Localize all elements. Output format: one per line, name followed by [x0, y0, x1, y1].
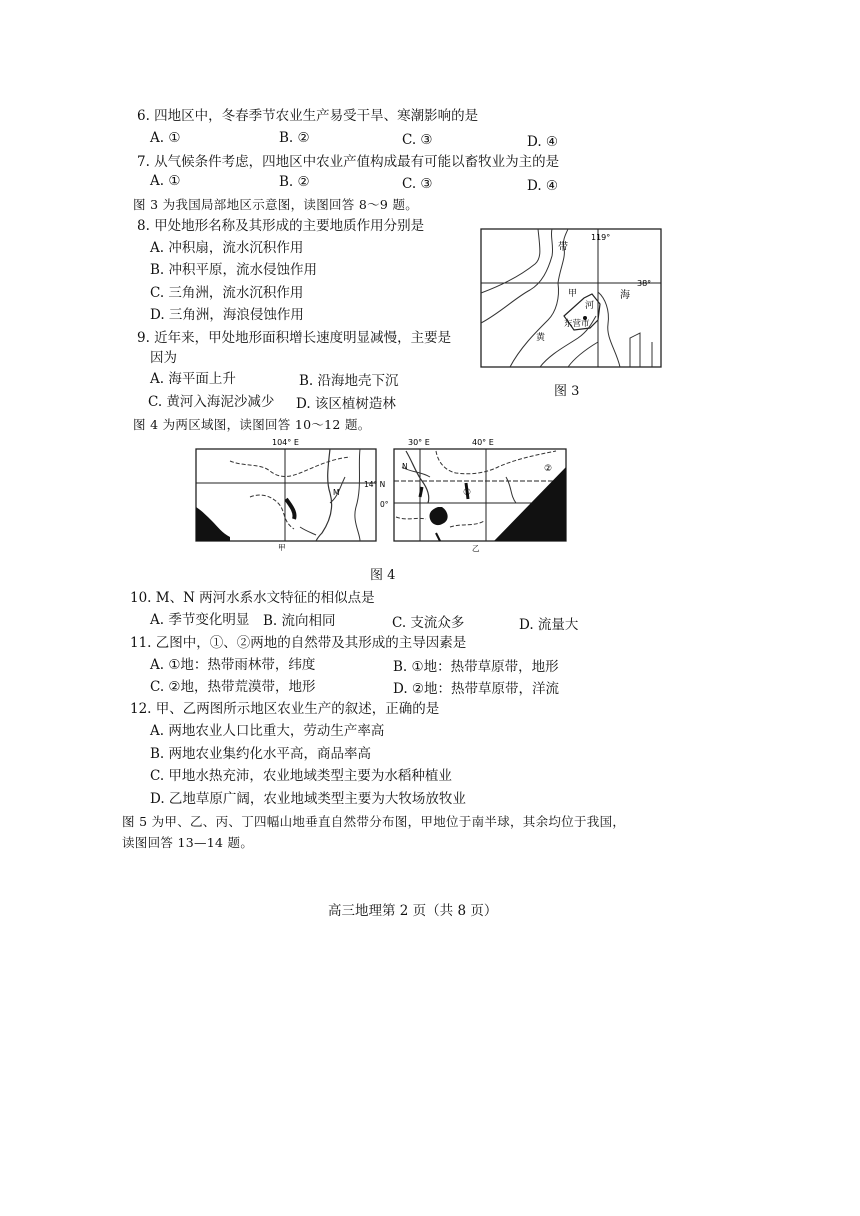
fig4-right-name: 乙 [472, 544, 480, 553]
intro-fig5-line2: 读图回答 13—14 题。 [122, 835, 254, 850]
fig4-right-eq: 0° [380, 500, 389, 509]
q10-option-b: B. 流向相同 [263, 613, 336, 629]
q8-option-c: C. 三角洲，流水沉积作用 [150, 285, 304, 301]
fig3-label-lon: 119° [591, 233, 611, 242]
q11-option-c: C. ②地，热带荒漠带，地形 [150, 679, 316, 695]
fig3-label-city: 东营市 [564, 319, 590, 329]
q12-option-b: B. 两地农业集约化水平高，商品率高 [150, 746, 372, 762]
fig3-label-hai: 海 [620, 290, 630, 301]
q9-option-c: C. 黄河入海泥沙减少 [148, 394, 275, 410]
q7-option-a: A. ① [150, 173, 181, 189]
q8-option-d: D. 三角洲，海浪侵蚀作用 [150, 307, 304, 323]
q8-stem: 8. 甲处地形名称及其形成的主要地质作用分别是 [137, 218, 425, 234]
fig4-left-lon: 104° E [272, 438, 299, 447]
intro-fig4: 图 4 为两区域图，读图回答 10～12 题。 [133, 417, 371, 432]
figure-4-right-map [364, 437, 571, 553]
q9-stem-line1: 9. 近年来，甲处地形面积增长速度明显减慢，主要是 [137, 330, 452, 346]
q6-option-c: C. ③ [402, 132, 433, 148]
figure-3-map [480, 228, 662, 368]
figure-3-caption: 图 3 [554, 384, 580, 399]
q6-option-a: A. ① [150, 130, 181, 146]
q6-option-d: D. ④ [527, 134, 559, 150]
q6-stem: 6. 四地区中，冬春季节农业生产易受干旱、寒潮影响的是 [137, 108, 479, 124]
fig4-right-lon1: 30° E [408, 438, 430, 447]
q8-option-b: B. 冲积平原，流水侵蚀作用 [150, 262, 318, 278]
q11-option-d: D. ②地：热带草原带，洋流 [393, 681, 560, 697]
q7-stem: 7. 从气候条件考虑，四地区中农业产值构成最有可能以畜牧业为主的是 [137, 154, 560, 170]
page-footer: 高三地理第 2 页（共 8 页） [328, 903, 498, 919]
q12-option-a: A. 两地农业人口比重大，劳动生产率高 [150, 723, 385, 739]
figure-4-caption: 图 4 [370, 568, 396, 583]
fig4-right-lat: 14° N [364, 480, 386, 489]
q12-option-c: C. 甲地水热充沛，农业地域类型主要为水稻种植业 [150, 768, 452, 784]
q10-option-d: D. 流量大 [519, 617, 579, 633]
fig4-left-name: 甲 [278, 543, 286, 552]
q11-option-b: B. ①地：热带草原带，地形 [393, 659, 559, 675]
fig3-label-huang: 黄 [536, 333, 546, 343]
q9-option-d: D. 该区植树造林 [296, 396, 396, 412]
q12-stem: 12. 甲、乙两图所示地区农业生产的叙述，正确的是 [130, 701, 440, 717]
q12-option-d: D. 乙地草原广阔，农业地域类型主要为大牧场放牧业 [150, 791, 466, 807]
q10-stem: 10. M、N 两河水系水文特征的相似点是 [130, 590, 375, 606]
q9-option-a: A. 海平面上升 [150, 371, 236, 387]
q11-stem: 11. 乙图中，①、②两地的自然带及其形成的主导因素是 [130, 635, 467, 651]
q10-option-a: A. 季节变化明显 [150, 612, 250, 628]
q6-option-b: B. ② [279, 130, 310, 146]
intro-fig5-line1: 图 5 为甲、乙、丙、丁四幅山地垂直自然带分布图，甲地位于南半球，其余均位于我国， [122, 814, 626, 829]
fig4-right-point-2: ② [544, 464, 553, 474]
q7-option-d: D. ④ [527, 178, 559, 194]
q11-option-a: A. ①地：热带雨林带，纬度 [150, 657, 316, 673]
q7-option-c: C. ③ [402, 176, 433, 192]
q10-option-c: C. 支流众多 [392, 615, 465, 631]
fig4-right-n: N [402, 462, 408, 471]
intro-fig3: 图 3 为我国局部地区示意图，读图回答 8～9 题。 [133, 197, 419, 212]
q7-option-b: B. ② [279, 174, 310, 190]
fig4-right-lon2: 40° E [472, 438, 494, 447]
fig3-label-lat: 38° [637, 279, 652, 288]
q8-option-a: A. 冲积扇，流水沉积作用 [150, 240, 304, 256]
q9-stem-line2: 因为 [150, 350, 177, 366]
q9-option-b: B. 沿海地壳下沉 [299, 373, 399, 389]
fig4-right-point-1: ① [463, 488, 472, 498]
fig3-label-he: 河 [585, 301, 595, 311]
fig3-label-dai: 带 [558, 242, 568, 253]
fig4-left-m: M [333, 488, 340, 497]
figure-4-left-map [190, 437, 380, 553]
fig3-label-jia: 甲 [568, 289, 578, 299]
